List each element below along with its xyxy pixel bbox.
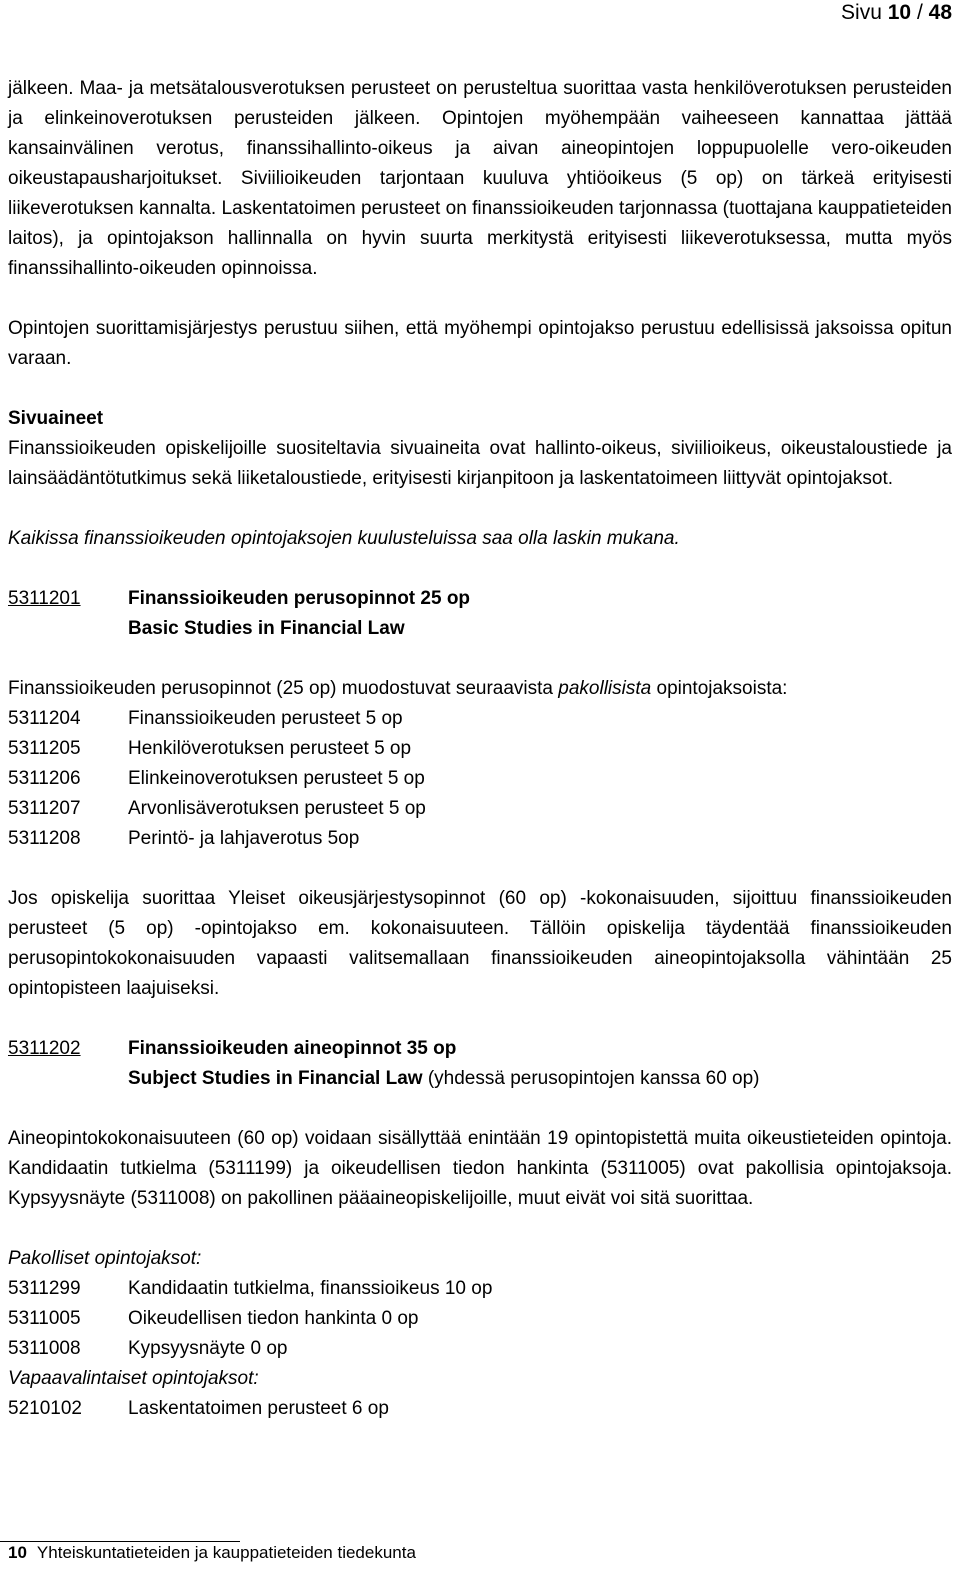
basic-studies-note: Jos opiskelija suorittaa Yleiset oikeusjärjestysopinnot (60 op) -kokonaisuuden, sijoittuu finanssioikeuden perusteet (5 op) -opintojakso em. kokonaisuuteen. Tällöin opiskelija täydentää finanssioikeuden perusopintokokonaisuuden vapaasti valitsemallaan finanssioikeuden aineopintojaksolla vähintään 25 opintopisteen laajuiseksi. bbox=[8, 888, 952, 999]
basic-studies-header bbox=[8, 584, 952, 644]
course-row: 5311205 Henkilöverotuksen perusteet 5 op bbox=[8, 738, 412, 759]
subject-studies-title: Finanssioikeuden aineopinnot 35 op bbox=[128, 1038, 457, 1059]
subject-studies-subtitle: Subject Studies in Financial Law bbox=[128, 1068, 423, 1089]
basic-studies-code: 5311201 bbox=[8, 588, 81, 609]
paragraph-sequence: Opintojen suorittamisjärjestys perustuu siihen, että myöhempi opintojakso perustuu edellisissä jaksoissa opitun varaan. bbox=[8, 318, 952, 369]
subject-studies-header: 5311202 Finanssioikeuden aineopinnot 35 op Subject Studies in Financial Law (yhdessä perusopintojen kanssa 60 op) bbox=[8, 1034, 952, 1094]
paragraph-study-order: jälkeen. Maa- ja metsätalousverotuksen perusteet on perusteltua suorittaa vasta henkilöverotuksen perusteiden ja elinkeinoverotuksen perusteiden jälkeen. Opintojen myöhempään vaiheeseen kannattaa jättää kansainvälinen verotus, finanssihallinto-oikeus ja aivan aineopintojen loppupuolelle vero-oikeuden oikeustapausharjoitukset. Siviilioikeuden tarjontaan kuuluva yhtiöoikeus (5 op) on tärkeä erityisesti liikeverotuksen kannalta. Laskentatoimen perusteet on finanssioikeuden tarjonnassa (tuottajana kauppatieteiden laitos), ja opintojakson hallinnalla on hyvin suurta merkitystä erityisesti liikeverotuksessa, mutta myös finanssihallinto-oikeuden opinnoissa. bbox=[8, 78, 952, 279]
course-row: 5311207 Arvonlisäverotuksen perusteet 5 op bbox=[8, 798, 426, 819]
optional-label: Vapaavalintaiset opintojaksot: bbox=[8, 1368, 259, 1389]
course-row: 5210102 Laskentatoimen perusteet 6 op bbox=[8, 1398, 389, 1419]
optional-course-list bbox=[8, 1394, 952, 1424]
basic-course-list bbox=[8, 704, 952, 854]
course-row: 5311008 Kypsyysnäyte 0 op bbox=[8, 1338, 288, 1359]
paragraph-sivuaineet: Finanssioikeuden opiskelijoille suositeltavia sivuaineita ovat hallinto-oikeus, siviilioikeus, oikeustaloustiede ja lainsäädäntötutkimus sekä liiketaloustiede, erityisesti kirjanpitoon ja laskentatoimeen liittyvät opintojaksot. bbox=[8, 438, 952, 489]
page-prefix: Sivu bbox=[841, 1, 882, 24]
calculator-note: Kaikissa finanssioikeuden opintojaksojen kuulusteluissa saa olla laskin mukana. bbox=[8, 528, 680, 549]
footer-faculty: Yhteiskuntatieteiden ja kauppatieteiden tiedekunta bbox=[36, 1543, 416, 1562]
page-total: 48 bbox=[928, 1, 952, 24]
course-row: 5311206 Elinkeinoverotuksen perusteet 5 op bbox=[8, 768, 425, 789]
page-current: 10 bbox=[887, 1, 912, 24]
course-row: 5311299 Kandidaatin tutkielma, finanssioikeus 10 op bbox=[8, 1278, 493, 1299]
footer-page-number: 10 bbox=[8, 1543, 27, 1562]
basic-studies-title: Finanssioikeuden perusopinnot 25 op bbox=[128, 588, 471, 609]
subject-studies-code: 5311202 bbox=[8, 1038, 81, 1059]
page-separator: / bbox=[916, 1, 923, 24]
course-row: 5311204 Finanssioikeuden perusteet 5 op bbox=[8, 708, 403, 729]
basic-studies-subtitle: Basic Studies in Financial Law bbox=[128, 618, 405, 639]
course-row: 5311005 Oikeudellisen tiedon hankinta 0 op bbox=[8, 1308, 419, 1329]
subject-studies-text: Aineopintokokonaisuuteen (60 op) voidaan sisällyttää enintään 19 opintopistettä muita oikeustieteiden opintoja. Kandidaatin tutkielma (5311199) ja oikeudellisen tiedon hankinta (5311005) ovat pakollisia opintojaksoja. Kypsyysnäyte (5311008) on pakollinen pääaineopiskelijoille, muut eivät voi sitä suorittaa. bbox=[8, 1128, 952, 1209]
basic-studies-intro: Finanssioikeuden perusopinnot (25 op) muodostuvat seuraavista pakollisista opintojaksoista: bbox=[8, 678, 788, 699]
mandatory-label: Pakolliset opintojaksot: bbox=[8, 1248, 202, 1269]
page-number bbox=[841, 0, 952, 26]
page-footer bbox=[8, 1542, 416, 1564]
mandatory-course-list bbox=[8, 1274, 952, 1364]
course-row: 5311208 Perintö- ja lahjaverotus 5op bbox=[8, 828, 360, 849]
page-content bbox=[8, 74, 952, 1424]
section-heading-sivuaineet: Sivuaineet bbox=[8, 408, 104, 429]
